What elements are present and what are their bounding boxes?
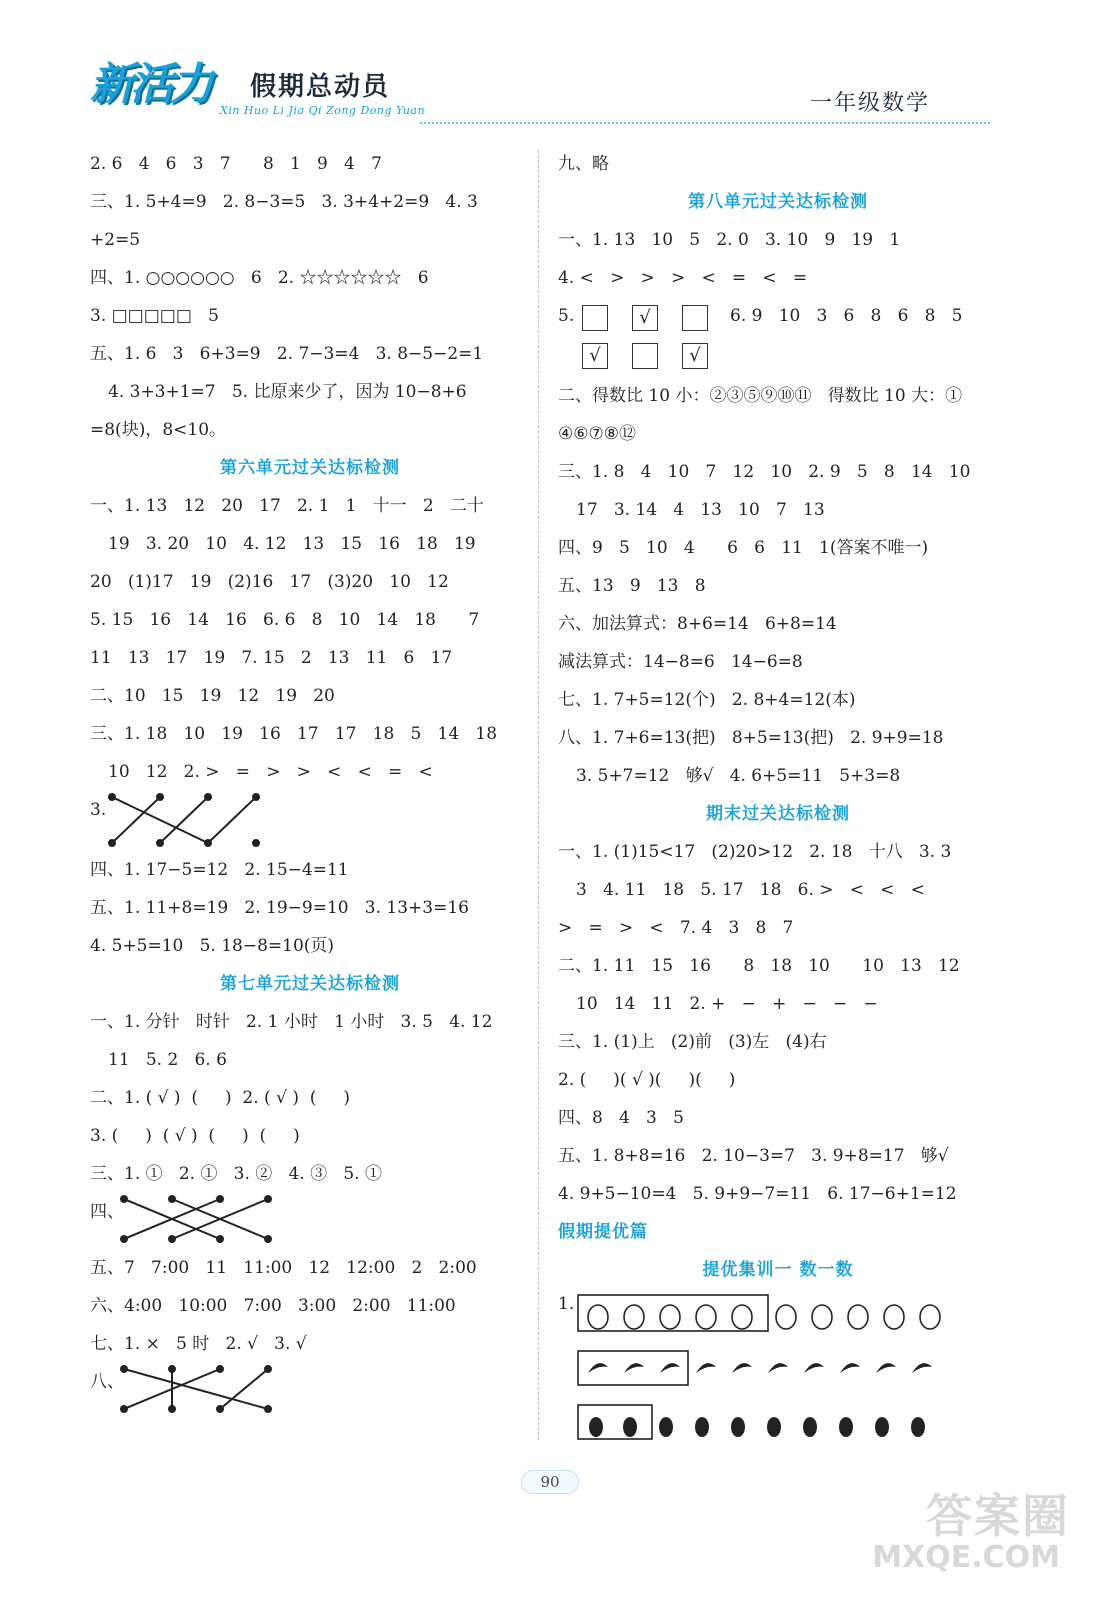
answer-line: 4. 9+5−10=4 5. 9+9−7=11 6. 17−6+1=12 (558, 1184, 957, 1204)
answer-line: 3 4. 11 18 5. 17 18 6. > < < < (576, 880, 925, 900)
section-title-unit6: 第六单元过关达标检测 (220, 458, 400, 478)
answer-line: 六、加法算式：8+6=14 6+8=14 (558, 614, 837, 634)
answer-line: 11 5. 2 6. 6 (108, 1050, 227, 1070)
answer-line: 七、1. 7+5=12(个) 2. 8+4=12(本) (558, 690, 856, 710)
answer-line: 五、1. 8+8=16 2. 10−3=7 3. 9+8=17 够√ (558, 1146, 949, 1166)
checkbox-row (582, 305, 732, 331)
answer-line: 八、1. 7+6=13(把) 8+5=13(把) 2. 9+9=18 (558, 728, 944, 748)
answer-line: 二、得数比 10 小：②③⑤⑨⑩⑪ 得数比 10 大：① (558, 386, 963, 406)
page-header (90, 48, 990, 128)
answer-line: 3. ( ) ( √ ) ( ) ( ) (90, 1126, 300, 1146)
answer-line: 一、1. 13 12 20 17 2. 1 1 十一 2 二十 (90, 496, 484, 516)
answer-line: 四、1. 17−5=12 2. 15−4=11 (90, 860, 349, 880)
answer-line: > = > < 7. 4 3 8 7 (558, 918, 794, 938)
answer-line: 五、13 9 13 8 (558, 576, 706, 596)
section-title-training1: 提优集训一 数一数 (702, 1260, 854, 1280)
answer-line: 五、1. 11+8=19 2. 19−9=10 3. 13+3=16 (90, 898, 469, 918)
matching-figure (90, 791, 530, 851)
answer-line: 10 12 2. > = > > < < = < (108, 762, 433, 782)
answer-line: 2. 6 4 6 3 7 8 1 9 4 7 (90, 154, 382, 174)
answer-line: 五、1. 6 3 6+3=9 2. 7−3=4 3. 8−5−2=1 (90, 344, 484, 364)
brand-title: 假期总动员 (250, 72, 391, 102)
answer-line: 4. < > > > < = < = (558, 268, 808, 288)
matching-figure (90, 1193, 530, 1249)
answer-line: 六、4:00 10:00 7:00 3:00 2:00 11:00 (90, 1296, 456, 1316)
answer-line: 17 3. 14 4 13 10 7 13 (576, 500, 825, 520)
right-column (558, 145, 998, 1459)
section-title-unit7: 第七单元过关达标检测 (220, 974, 400, 994)
counting-pictures-svg (576, 1293, 976, 1463)
answer-line: 三、1. 18 10 19 16 17 17 18 5 14 18 (90, 724, 498, 744)
watermark-url: MXQE.COM (872, 1540, 1060, 1575)
checkbox-empty (582, 305, 608, 331)
answer-line: 1. (558, 1294, 575, 1314)
answer-line: 4. 3+3+1=7 5. 比原来少了，因为 10−8+6 (108, 382, 467, 402)
checkbox-figure (558, 297, 998, 377)
matching-lines-svg (120, 1363, 320, 1419)
answer-line: 19 3. 20 10 4. 12 13 15 16 18 19 (108, 534, 476, 554)
checkbox-checked: √ (682, 343, 708, 369)
answer-line: 九、略 (558, 154, 609, 174)
answer-line: 五、7 7:00 11 11:00 12 12:00 2 2:00 (90, 1258, 477, 1278)
brand-logo: 新活力 (90, 59, 210, 110)
answer-line: 四、 (90, 1202, 124, 1222)
answer-line: 二、1. 11 15 16 8 18 10 10 13 12 (558, 956, 960, 976)
answer-line: 5. 15 16 14 16 6. 6 8 10 14 18 7 (90, 610, 480, 630)
section-title-final: 期末过关达标检测 (706, 804, 850, 824)
answer-line: 一、1. (1)15<17 (2)20>12 2. 18 十八 3. 3 (558, 842, 952, 862)
answer-line: 四、8 4 3 5 (558, 1108, 684, 1128)
answer-line: 三、1. ① 2. ① 3. ② 4. ③ 5. ① (90, 1164, 382, 1184)
page-number: 90 (521, 1470, 578, 1494)
checkbox-empty (632, 343, 658, 369)
answer-line: =8(块)，8<10。 (90, 420, 227, 440)
answer-line: 三、1. 8 4 10 7 12 10 2. 9 5 8 14 10 (558, 462, 971, 482)
brand-pinyin: Xin Huo Li Jia Qi Zong Dong Yuan (220, 104, 426, 117)
section-title-unit8: 第八单元过关达标检测 (688, 192, 868, 212)
matching-figure (90, 1363, 530, 1419)
answer-line: 四、9 5 10 4 6 6 11 1(答案不唯一) (558, 538, 929, 558)
checkbox-row (582, 343, 732, 369)
watermark-logo: 答案圈 (926, 1489, 1070, 1543)
answer-line: 一、1. 分针 时针 2. 1 小时 1 小时 3. 5 4. 12 (90, 1012, 493, 1032)
answer-line: 5. (558, 306, 575, 326)
answer-line: 二、10 15 19 12 19 20 (90, 686, 335, 706)
answer-line: 一、1. 13 10 5 2. 0 3. 10 9 19 1 (558, 230, 901, 250)
answer-line: 二、1. ( √ ) ( ) 2. ( √ ) ( ) (90, 1088, 351, 1108)
answer-line: 三、1. 5+4=9 2. 8−3=5 3. 3+4+2=9 4. 3 (90, 192, 478, 212)
answer-line: 3. 5+7=12 够√ 4. 6+5=11 5+3=8 (576, 766, 901, 786)
left-column (90, 145, 530, 1419)
answer-line: 七、1. × 5 时 2. √ 3. √ (90, 1334, 307, 1354)
counting-figure (558, 1289, 998, 1459)
answer-line: 八、 (90, 1372, 124, 1392)
column-divider (538, 150, 539, 1440)
answer-line: 2. ( )( √ )( )( ) (558, 1070, 736, 1090)
matching-lines-svg (108, 791, 308, 851)
answer-line: 四、1. ○○○○○○ 6 2. ☆☆☆☆☆☆ 6 (90, 268, 429, 288)
checkbox-checked: √ (582, 343, 608, 369)
answer-line: 6. 9 10 3 6 8 6 8 5 (730, 306, 963, 326)
checkbox-empty (682, 305, 708, 331)
answer-line: 减法算式：14−8=6 14−6=8 (558, 652, 803, 672)
section-title-holiday: 假期提优篇 (558, 1222, 648, 1242)
answer-line: 4. 5+5=10 5. 18−8=10(页) (90, 936, 335, 956)
header-divider (420, 122, 990, 124)
subject-label: 一年级数学 (809, 91, 930, 116)
answer-line: ④⑥⑦⑧⑫ (558, 424, 636, 444)
answer-line: 20 (1)17 19 (2)16 17 (3)20 10 12 (90, 572, 449, 592)
checkbox-checked: √ (632, 305, 658, 331)
answer-line: 3. (90, 800, 107, 820)
answer-line: 三、1. (1)上 (2)前 (3)左 (4)右 (558, 1032, 827, 1052)
answer-line: +2=5 (90, 230, 141, 250)
answer-line: 11 13 17 19 7. 15 2 13 11 6 17 (90, 648, 453, 668)
answer-line: 3. □□□□□ 5 (90, 306, 219, 326)
answer-line: 10 14 11 2. + − + − − − (576, 994, 878, 1014)
matching-lines-svg (120, 1193, 320, 1249)
